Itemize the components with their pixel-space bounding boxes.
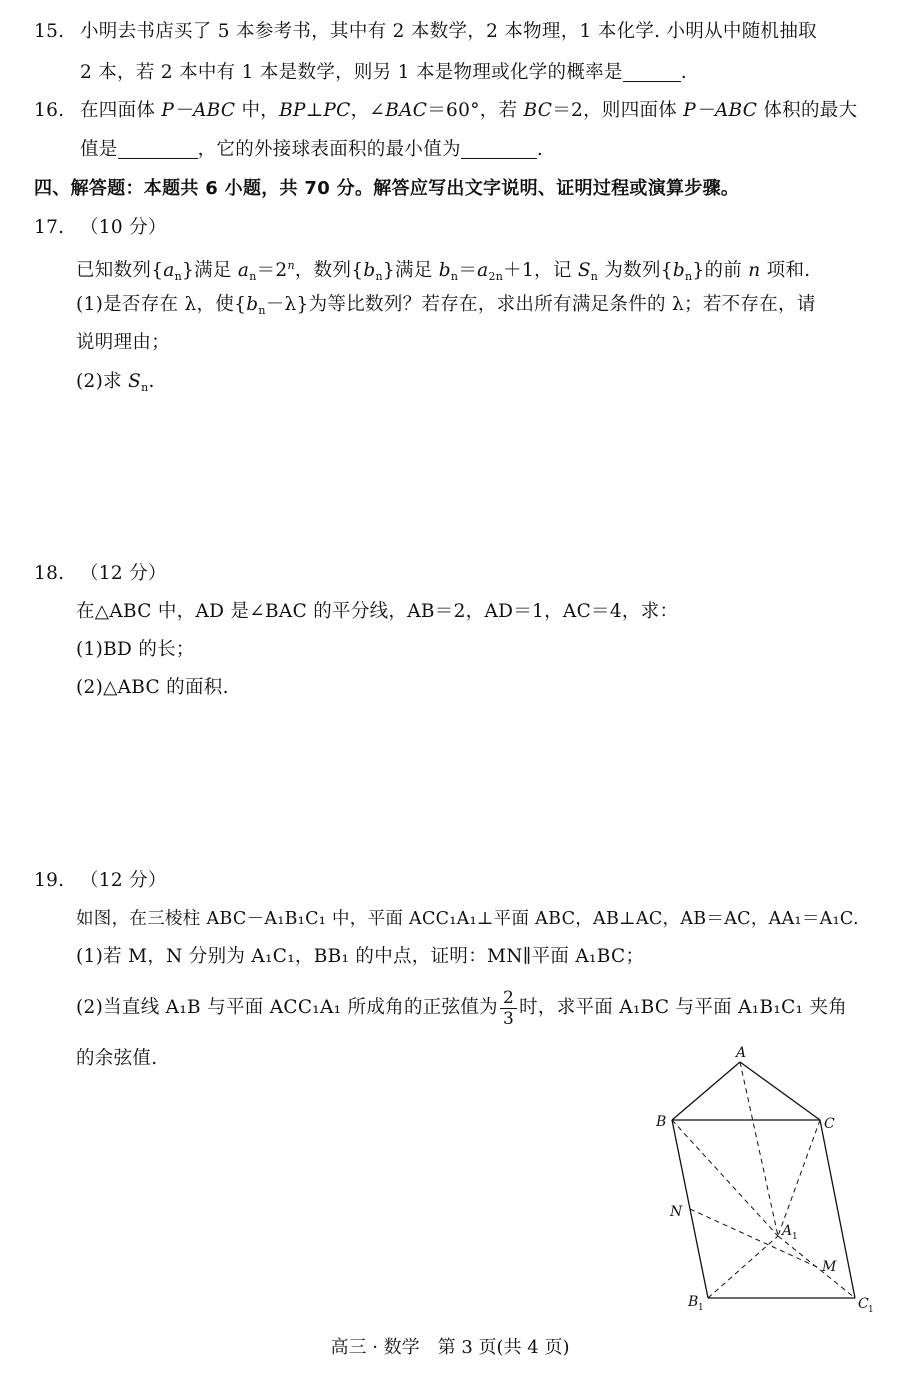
text: 已知数列{ xyxy=(76,260,164,281)
text: 项和. xyxy=(760,260,811,281)
edge-AA1 xyxy=(740,1062,778,1236)
label-B: B xyxy=(656,1114,667,1130)
math: S xyxy=(128,371,142,392)
text: }的前 xyxy=(692,260,749,281)
text: (2)求 xyxy=(76,371,129,392)
text: ，它的外接球表面积的最小值为 xyxy=(197,139,461,160)
question-number: 16. xyxy=(34,100,65,121)
label-N: N xyxy=(670,1204,683,1220)
edge-CA1 xyxy=(778,1120,820,1236)
question-18-part2: (2)△ABC 的面积. xyxy=(76,677,229,698)
label-C: C xyxy=(824,1116,835,1132)
subscript: n xyxy=(258,304,266,317)
question-18-stem: 在△ABC 中，AD 是∠BAC 的平分线，AB＝2，AD＝1，AC＝4，求： xyxy=(76,601,679,622)
text: ＝ xyxy=(458,260,478,281)
text: 值是 xyxy=(80,139,118,160)
question-17-part1 xyxy=(76,292,816,324)
question-text: 小明去书店买了 5 本参考书，其中有 2 本数学，2 本物理，1 本化学. 小明从中随机抽取 xyxy=(80,21,817,42)
math: S xyxy=(577,260,591,281)
edge-B1A1 xyxy=(708,1236,778,1298)
question-17-stem xyxy=(76,253,810,290)
label-C1-sub: 1 xyxy=(868,1305,874,1315)
label-M: M xyxy=(822,1259,837,1275)
subscript: n xyxy=(141,381,149,394)
question-17-header xyxy=(34,215,167,241)
text: 时，求平面 A₁BC 与平面 A₁B₁C₁ 夹角 xyxy=(519,997,848,1018)
subscript: n xyxy=(249,270,257,283)
question-19-header xyxy=(34,868,167,894)
label-A1-sub: 1 xyxy=(792,1232,798,1242)
score: （12 分） xyxy=(80,870,167,891)
text: －λ}为等比数列？若存在，求出所有满足条件的 λ；若不存在，请 xyxy=(265,294,816,315)
math: BAC xyxy=(385,100,428,121)
question-17-part1-cont: 说明理由； xyxy=(76,332,171,353)
fraction xyxy=(500,988,517,1029)
question-16-line2 xyxy=(80,137,543,163)
question-19-part2 xyxy=(76,982,847,1034)
edge-BA1 xyxy=(672,1120,778,1236)
text: }满足 xyxy=(382,260,439,281)
math: BC xyxy=(523,100,553,121)
denominator: 3 xyxy=(502,1008,515,1029)
segment-MN xyxy=(690,1209,817,1267)
subscript: n xyxy=(174,270,183,283)
text: (2)当直线 A₁B 与平面 ACC₁A₁ 所成角的正弦值为 xyxy=(76,997,498,1018)
score: （10 分） xyxy=(80,217,167,238)
text: . xyxy=(148,371,155,392)
question-18-part1: (1)BD 的长； xyxy=(76,639,195,660)
subscript: 2n xyxy=(488,270,504,283)
text: ，数列{ xyxy=(294,260,364,281)
math: a xyxy=(237,260,250,281)
text: ＝60°，若 xyxy=(427,100,524,121)
math: b xyxy=(672,260,685,281)
text: ＝2 xyxy=(256,260,288,281)
question-number: 18. xyxy=(34,563,65,584)
math: n xyxy=(748,260,761,281)
text: ，∠ xyxy=(350,100,386,121)
question-number: 17. xyxy=(34,217,65,238)
answer-blank-1 xyxy=(118,140,198,159)
text: (1)是否存在 λ，使{ xyxy=(76,294,247,315)
period: . xyxy=(680,62,687,83)
text: 在四面体 xyxy=(80,100,162,121)
label-B1-sub: 1 xyxy=(698,1303,704,1313)
math: P－ABC xyxy=(683,100,758,121)
text: 体积的最大 xyxy=(757,100,858,121)
text: ＋1，记 xyxy=(503,260,578,281)
math: a xyxy=(477,260,489,281)
math: b xyxy=(438,260,451,281)
label-C1: C xyxy=(858,1296,869,1312)
edge-AB xyxy=(672,1062,740,1120)
question-19-stem: 如图，在三棱柱 ABC－A₁B₁C₁ 中，平面 ACC₁A₁⊥平面 ABC，AB⊥AC，AB＝AC，AA₁＝A₁C. xyxy=(76,909,859,929)
question-number: 15. xyxy=(34,21,65,42)
math: b xyxy=(363,260,376,281)
prism-figure xyxy=(640,1040,890,1325)
section-heading: 四、解答题：本题共 6 小题，共 70 分。解答应写出文字说明、证明过程或演算步骤。 xyxy=(34,178,740,199)
math: P－ABC xyxy=(161,100,236,121)
score: （12 分） xyxy=(80,563,167,584)
question-15-line2 xyxy=(80,60,687,86)
label-A1: A xyxy=(782,1223,793,1239)
subscript: n xyxy=(685,270,693,283)
math: BP⊥PC xyxy=(279,100,351,121)
question-16-line1 xyxy=(34,98,857,124)
text: }满足 xyxy=(182,260,238,281)
subscript: n xyxy=(375,270,383,283)
math: b xyxy=(246,294,259,315)
question-19-part2-cont: 的余弦值. xyxy=(76,1048,158,1069)
question-text: 2 本，若 2 本中有 1 本是数学，则另 1 本是物理或化学的概率是 xyxy=(80,62,623,83)
answer-blank-2 xyxy=(461,140,537,159)
question-15-line1 xyxy=(34,19,817,45)
question-number: 19. xyxy=(34,870,65,891)
numerator: 2 xyxy=(500,988,517,1009)
subscript: n xyxy=(590,270,599,283)
math: a xyxy=(163,260,175,281)
question-19-part1: (1)若 M，N 分别为 A₁C₁，BB₁ 的中点，证明：MN∥平面 A₁BC； xyxy=(76,946,645,967)
label-B1: B xyxy=(688,1294,699,1310)
page-footer: 高三 · 数学 第 3 页(共 4 页) xyxy=(330,1337,570,1358)
text: 中， xyxy=(235,100,280,121)
answer-blank xyxy=(623,63,681,82)
label-A: A xyxy=(736,1045,747,1061)
subscript: n xyxy=(450,270,459,283)
period: . xyxy=(536,139,543,160)
text: 为数列{ xyxy=(598,260,673,281)
superscript: n xyxy=(287,259,295,272)
text: ＝2，则四面体 xyxy=(552,100,684,121)
question-18-header xyxy=(34,561,167,587)
edge-AC xyxy=(740,1062,820,1120)
question-17-part2 xyxy=(76,369,155,401)
